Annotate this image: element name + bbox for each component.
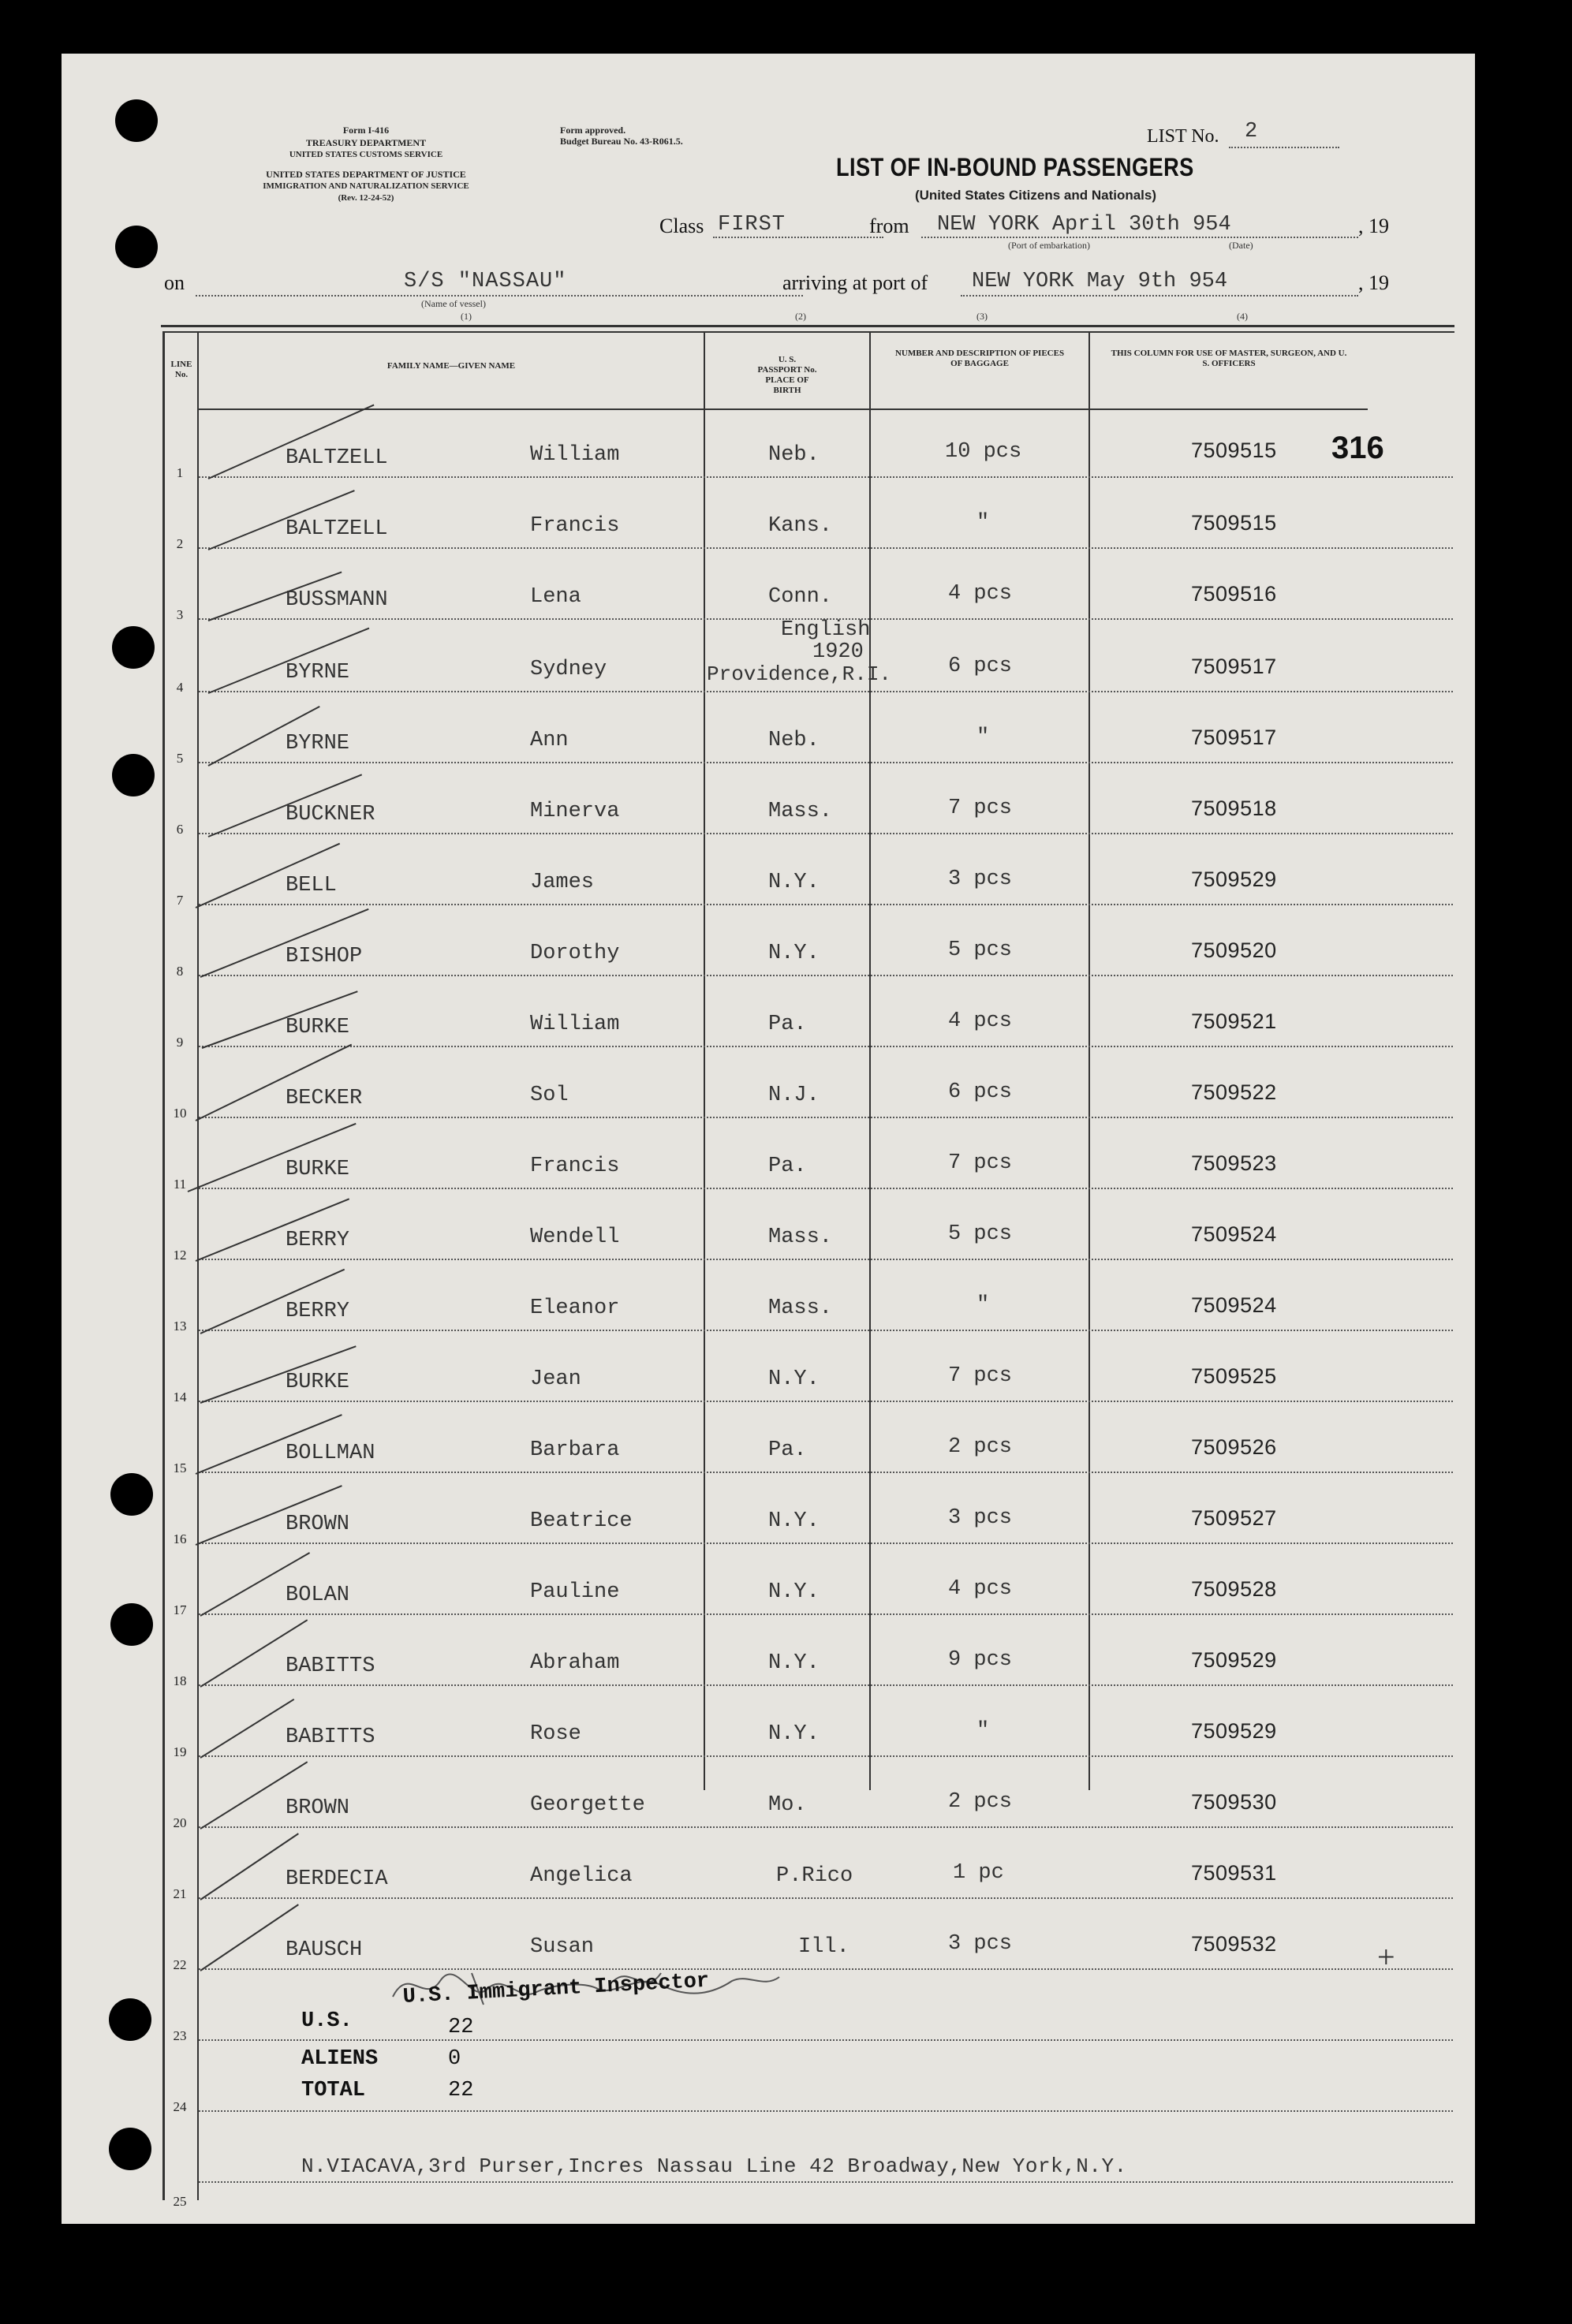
place-of-birth: N.Y. <box>768 942 820 965</box>
row-rule <box>199 1259 1453 1260</box>
given-name: James <box>530 871 595 894</box>
given-name: Ann <box>530 729 569 752</box>
line-number: 21 <box>173 1886 187 1901</box>
family-name: BERDECIA <box>286 1867 388 1891</box>
date-caption: (Date) <box>1229 240 1253 251</box>
vessel-underline <box>196 295 803 297</box>
family-name: BYRNE <box>286 661 350 685</box>
officer-number: 7509515 <box>1191 438 1277 462</box>
header-name: FAMILY NAME—GIVEN NAME <box>386 361 516 371</box>
given-name: Beatrice <box>530 1509 633 1533</box>
given-name: Sol <box>530 1084 569 1107</box>
given-name: Minerva <box>530 800 620 823</box>
table-top-rule-inner <box>164 331 1454 333</box>
arrival-underline <box>961 295 1358 297</box>
given-name: Angelica <box>530 1864 633 1888</box>
header-officers: THIS COLUMN FOR USE OF MASTER, SURGEON, AND U. S. OFFICERS <box>1111 349 1347 368</box>
family-name: BYRNE <box>286 732 350 755</box>
family-name: BALTZELL <box>286 517 388 541</box>
family-name: BELL <box>286 874 337 897</box>
row-rule <box>199 1188 1453 1189</box>
place-of-birth: Conn. <box>768 585 833 609</box>
punch-hole <box>115 226 158 268</box>
place-of-birth: Providence,R.I. <box>707 662 892 686</box>
punch-hole <box>109 2128 151 2170</box>
family-name: BOLAN <box>286 1584 350 1607</box>
family-name: BISHOP <box>286 945 363 968</box>
form-number: Form I-416 <box>342 125 390 136</box>
family-name: BECKER <box>286 1087 363 1110</box>
line-number: 4 <box>176 680 184 695</box>
row-rule <box>199 1472 1453 1473</box>
col-marker-4: (4) <box>1237 311 1248 322</box>
officer-number: 7509521 <box>1191 1009 1277 1033</box>
row-rule <box>199 2181 1453 2183</box>
us-total-value: 22 <box>448 2016 474 2039</box>
line-number: 9 <box>176 1035 184 1050</box>
place-of-birth: N.Y. <box>768 1580 820 1604</box>
place-of-birth: Pa. <box>768 1155 807 1178</box>
line-number: 8 <box>176 964 184 979</box>
header-line-no: LINE No. <box>170 360 192 379</box>
family-name: BERRY <box>286 1229 350 1252</box>
officer-number: 7509527 <box>1191 1506 1277 1530</box>
line-number: 11 <box>173 1177 187 1192</box>
officer-number: 7509530 <box>1191 1790 1277 1814</box>
total-label: TOTAL <box>301 2079 366 2102</box>
family-name: BROWN <box>286 1513 350 1536</box>
officer-number: 7509529 <box>1191 867 1277 891</box>
officer-number: 7509518 <box>1191 796 1277 820</box>
officer-number: 7509524 <box>1191 1222 1277 1246</box>
place-of-birth: Kans. <box>768 514 833 538</box>
officer-number: 7509529 <box>1191 1648 1277 1672</box>
given-name: Lena <box>530 585 581 609</box>
line-number: 6 <box>176 822 184 837</box>
place-of-birth: N.Y. <box>768 1651 820 1675</box>
given-name: Susan <box>530 1935 595 1959</box>
place-of-birth: N.J. <box>768 1084 820 1107</box>
officer-number: 7509524 <box>1191 1293 1277 1317</box>
row-rule <box>199 476 1453 478</box>
list-no-value: 2 <box>1245 120 1259 144</box>
line-number: 5 <box>176 751 184 766</box>
officer-number: 7509531 <box>1191 1861 1277 1885</box>
customs-service: UNITED STATES CUSTOMS SERVICE <box>289 150 443 159</box>
given-name: Eleanor <box>530 1296 620 1320</box>
treasury-department: TREASURY DEPARTMENT <box>305 137 427 148</box>
on-label: on <box>164 271 185 294</box>
line-number: 10 <box>173 1106 187 1121</box>
row-rule <box>199 1897 1453 1899</box>
family-name: BUCKNER <box>286 803 375 826</box>
family-name: BROWN <box>286 1796 350 1820</box>
given-name: Wendell <box>530 1225 620 1249</box>
row-rule <box>199 2110 1453 2112</box>
baggage: 2 pcs <box>948 1435 1013 1459</box>
baggage: 7 pcs <box>948 1151 1013 1175</box>
purser-line: N.VIACAVA,3rd Purser,Incres Nassau Line 42 Broadway,New York,N.Y. <box>301 2154 1127 2178</box>
class-label: Class <box>659 214 704 237</box>
place-of-birth: N.Y. <box>768 1367 820 1391</box>
list-no-underline <box>1229 147 1339 148</box>
year-label-2: , 19 <box>1358 271 1389 294</box>
baggage: " <box>976 726 990 749</box>
place-of-birth: P.Rico <box>776 1864 853 1888</box>
given-name: Pauline <box>530 1580 620 1604</box>
baggage: " <box>976 511 990 535</box>
officer-number: 7509529 <box>1191 1719 1277 1743</box>
punch-hole <box>109 1998 151 2041</box>
document-title: LIST OF IN-BOUND PASSENGERS <box>836 153 1194 181</box>
place-of-birth: Mass. <box>768 1225 833 1249</box>
col-marker-2: (2) <box>795 311 806 322</box>
row-rule <box>199 975 1453 976</box>
immigration-service: IMMIGRATION AND NATURALIZATION SERVICE <box>263 181 469 191</box>
row-rule <box>199 1684 1453 1686</box>
baggage: 4 pcs <box>948 1009 1013 1033</box>
punch-hole <box>110 1603 153 1646</box>
row-rule <box>199 691 1453 692</box>
aliens-value: 0 <box>448 2047 461 2071</box>
place-of-birth: Ill. <box>798 1935 849 1959</box>
row-rule <box>199 2039 1453 2041</box>
line-number: 17 <box>173 1602 187 1617</box>
given-name: Dorothy <box>530 942 620 965</box>
baggage: 7 pcs <box>948 1364 1013 1388</box>
department-of-justice: UNITED STATES DEPARTMENT OF JUSTICE <box>266 169 466 180</box>
baggage: 4 pcs <box>948 582 1013 606</box>
line-number: 24 <box>173 2099 187 2114</box>
officer-number: 7509515 <box>1191 511 1277 535</box>
officer-number: 7509526 <box>1191 1435 1277 1459</box>
line-number: 7 <box>176 893 184 908</box>
line-number: 2 <box>176 536 184 551</box>
row-rule <box>199 547 1453 549</box>
line-number: 14 <box>173 1390 187 1404</box>
table-top-rule <box>161 325 1454 327</box>
from-underline <box>921 237 1358 238</box>
place-of-birth: Mass. <box>768 800 833 823</box>
baggage: 7 pcs <box>948 796 1013 820</box>
officer-number: 7509517 <box>1191 655 1277 678</box>
row-rule <box>199 833 1453 834</box>
officer-number: 7509525 <box>1191 1364 1277 1388</box>
baggage: 5 pcs <box>948 1222 1013 1246</box>
row-rule <box>199 904 1453 905</box>
family-name: BURKE <box>286 1371 350 1394</box>
line-number: 16 <box>173 1531 187 1546</box>
given-name: Jean <box>530 1367 581 1391</box>
line-number: 13 <box>173 1319 187 1334</box>
form-revision: (Rev. 12-24-52) <box>338 193 394 203</box>
baggage: 3 pcs <box>948 867 1013 891</box>
from-value: NEW YORK April 30th 954 <box>937 213 1231 237</box>
row-rule <box>199 1401 1453 1402</box>
family-name: BURKE <box>286 1016 350 1039</box>
vessel-name: S/S "NASSAU" <box>404 270 567 293</box>
line-number: 3 <box>176 607 184 622</box>
list-no-label: LIST No. <box>1147 126 1219 147</box>
header-baggage: NUMBER AND DESCRIPTION OF PIECES OF BAGGAGE <box>894 349 1065 368</box>
form-approved: Form approved. <box>560 125 626 136</box>
given-name: William <box>530 443 620 467</box>
given-name: Francis <box>530 1155 620 1178</box>
line-number: 20 <box>173 1815 187 1830</box>
row-rule <box>199 1826 1453 1828</box>
inspector-stamp: U.S. Immigrant Inspector <box>402 1969 710 2009</box>
passport-english: English <box>781 618 871 642</box>
given-name: Georgette <box>530 1793 645 1817</box>
place-of-birth: N.Y. <box>768 1509 820 1533</box>
family-name: BALTZELL <box>286 446 388 470</box>
given-name: William <box>530 1013 620 1036</box>
baggage: 6 pcs <box>948 1080 1013 1104</box>
row-rule <box>199 1330 1453 1331</box>
place-of-birth: Mo. <box>768 1793 807 1817</box>
officer-number: 7509532 <box>1191 1932 1277 1956</box>
header-passport: U. S. PASSPORT No. PLACE OF BIRTH <box>757 355 817 395</box>
punch-hole <box>112 754 155 796</box>
punch-hole <box>112 626 155 669</box>
table-col-rule-3 <box>869 331 871 1790</box>
baggage: 9 pcs <box>948 1648 1013 1672</box>
baggage: 2 pcs <box>948 1790 1013 1814</box>
place-of-birth: Neb. <box>768 729 820 752</box>
baggage: 5 pcs <box>948 938 1013 962</box>
place-of-birth: Pa. <box>768 1438 807 1462</box>
table-col-rule-4 <box>1088 331 1090 1790</box>
plus-mark: + <box>1377 1939 1395 1975</box>
family-name: BABITTS <box>286 1654 375 1678</box>
line-number: 12 <box>173 1248 187 1263</box>
officer-number: 7509517 <box>1191 726 1277 749</box>
family-name: BERRY <box>286 1300 350 1323</box>
place-of-birth: N.Y. <box>768 871 820 894</box>
baggage: 3 pcs <box>948 1932 1013 1956</box>
line-number: 15 <box>173 1460 187 1475</box>
vessel-caption: (Name of vessel) <box>421 298 486 309</box>
baggage: 6 pcs <box>948 655 1013 678</box>
punch-hole <box>115 99 158 142</box>
margin-number: 316 <box>1331 431 1384 465</box>
arriving-label: arriving at port of <box>782 271 928 294</box>
class-value: FIRST <box>718 213 786 237</box>
line-number: 25 <box>173 2194 187 2209</box>
baggage: 3 pcs <box>948 1506 1013 1530</box>
family-name: BAUSCH <box>286 1938 363 1962</box>
col-marker-1: (1) <box>461 311 472 322</box>
row-rule <box>199 1046 1453 1047</box>
family-name: BUSSMANN <box>286 588 388 612</box>
line-number: 1 <box>176 465 184 480</box>
budget-bureau: Budget Bureau No. 43-R061.5. <box>560 136 683 147</box>
manifest-page <box>62 54 1475 2224</box>
line-number: 19 <box>173 1744 187 1759</box>
place-of-birth: N.Y. <box>768 1722 820 1746</box>
family-name: BABITTS <box>286 1725 375 1749</box>
table-header-rule <box>197 408 1368 410</box>
punch-hole <box>110 1473 153 1516</box>
officer-number: 7509523 <box>1191 1151 1277 1175</box>
row-rule <box>199 1613 1453 1615</box>
passport-year: 1920 <box>812 640 864 664</box>
place-of-birth: Pa. <box>768 1013 807 1036</box>
class-underline <box>713 237 883 238</box>
given-name: Abraham <box>530 1651 620 1675</box>
row-rule <box>199 1755 1453 1757</box>
line-number: 23 <box>173 2028 187 2043</box>
baggage: 10 pcs <box>945 440 1022 464</box>
row-rule <box>199 1117 1453 1118</box>
port-of-embarkation-caption: (Port of embarkation) <box>1008 240 1090 251</box>
arrival-value: NEW YORK May 9th 954 <box>972 270 1228 293</box>
document-subtitle: (United States Citizens and Nationals) <box>914 188 1157 203</box>
row-rule <box>199 762 1453 763</box>
baggage: " <box>976 1719 990 1743</box>
given-name: Barbara <box>530 1438 620 1462</box>
line-number: 18 <box>173 1673 187 1688</box>
officer-number: 7509528 <box>1191 1577 1277 1601</box>
us-total-label: U.S. <box>301 2009 353 2033</box>
baggage: 4 pcs <box>948 1577 1013 1601</box>
family-name: BURKE <box>286 1158 350 1181</box>
given-name: Francis <box>530 514 620 538</box>
table-col-rule-1 <box>197 331 199 2200</box>
row-rule <box>199 1542 1453 1544</box>
total-value: 22 <box>448 2079 474 2102</box>
place-of-birth: Mass. <box>768 1296 833 1320</box>
col-marker-3: (3) <box>976 311 988 322</box>
from-label: from <box>869 214 909 237</box>
line-number: 22 <box>173 1957 187 1972</box>
aliens-label: ALIENS <box>301 2047 379 2071</box>
given-name: Sydney <box>530 658 607 681</box>
baggage: 1 pc <box>953 1861 1004 1885</box>
table-col-rule-2 <box>704 331 705 1790</box>
baggage: " <box>976 1293 990 1317</box>
place-of-birth: Neb. <box>768 443 820 467</box>
year-label-1: , 19 <box>1358 214 1389 237</box>
family-name: BOLLMAN <box>286 1442 375 1465</box>
officer-number: 7509516 <box>1191 582 1277 606</box>
officer-number: 7509522 <box>1191 1080 1277 1104</box>
given-name: Rose <box>530 1722 581 1746</box>
officer-number: 7509520 <box>1191 938 1277 962</box>
